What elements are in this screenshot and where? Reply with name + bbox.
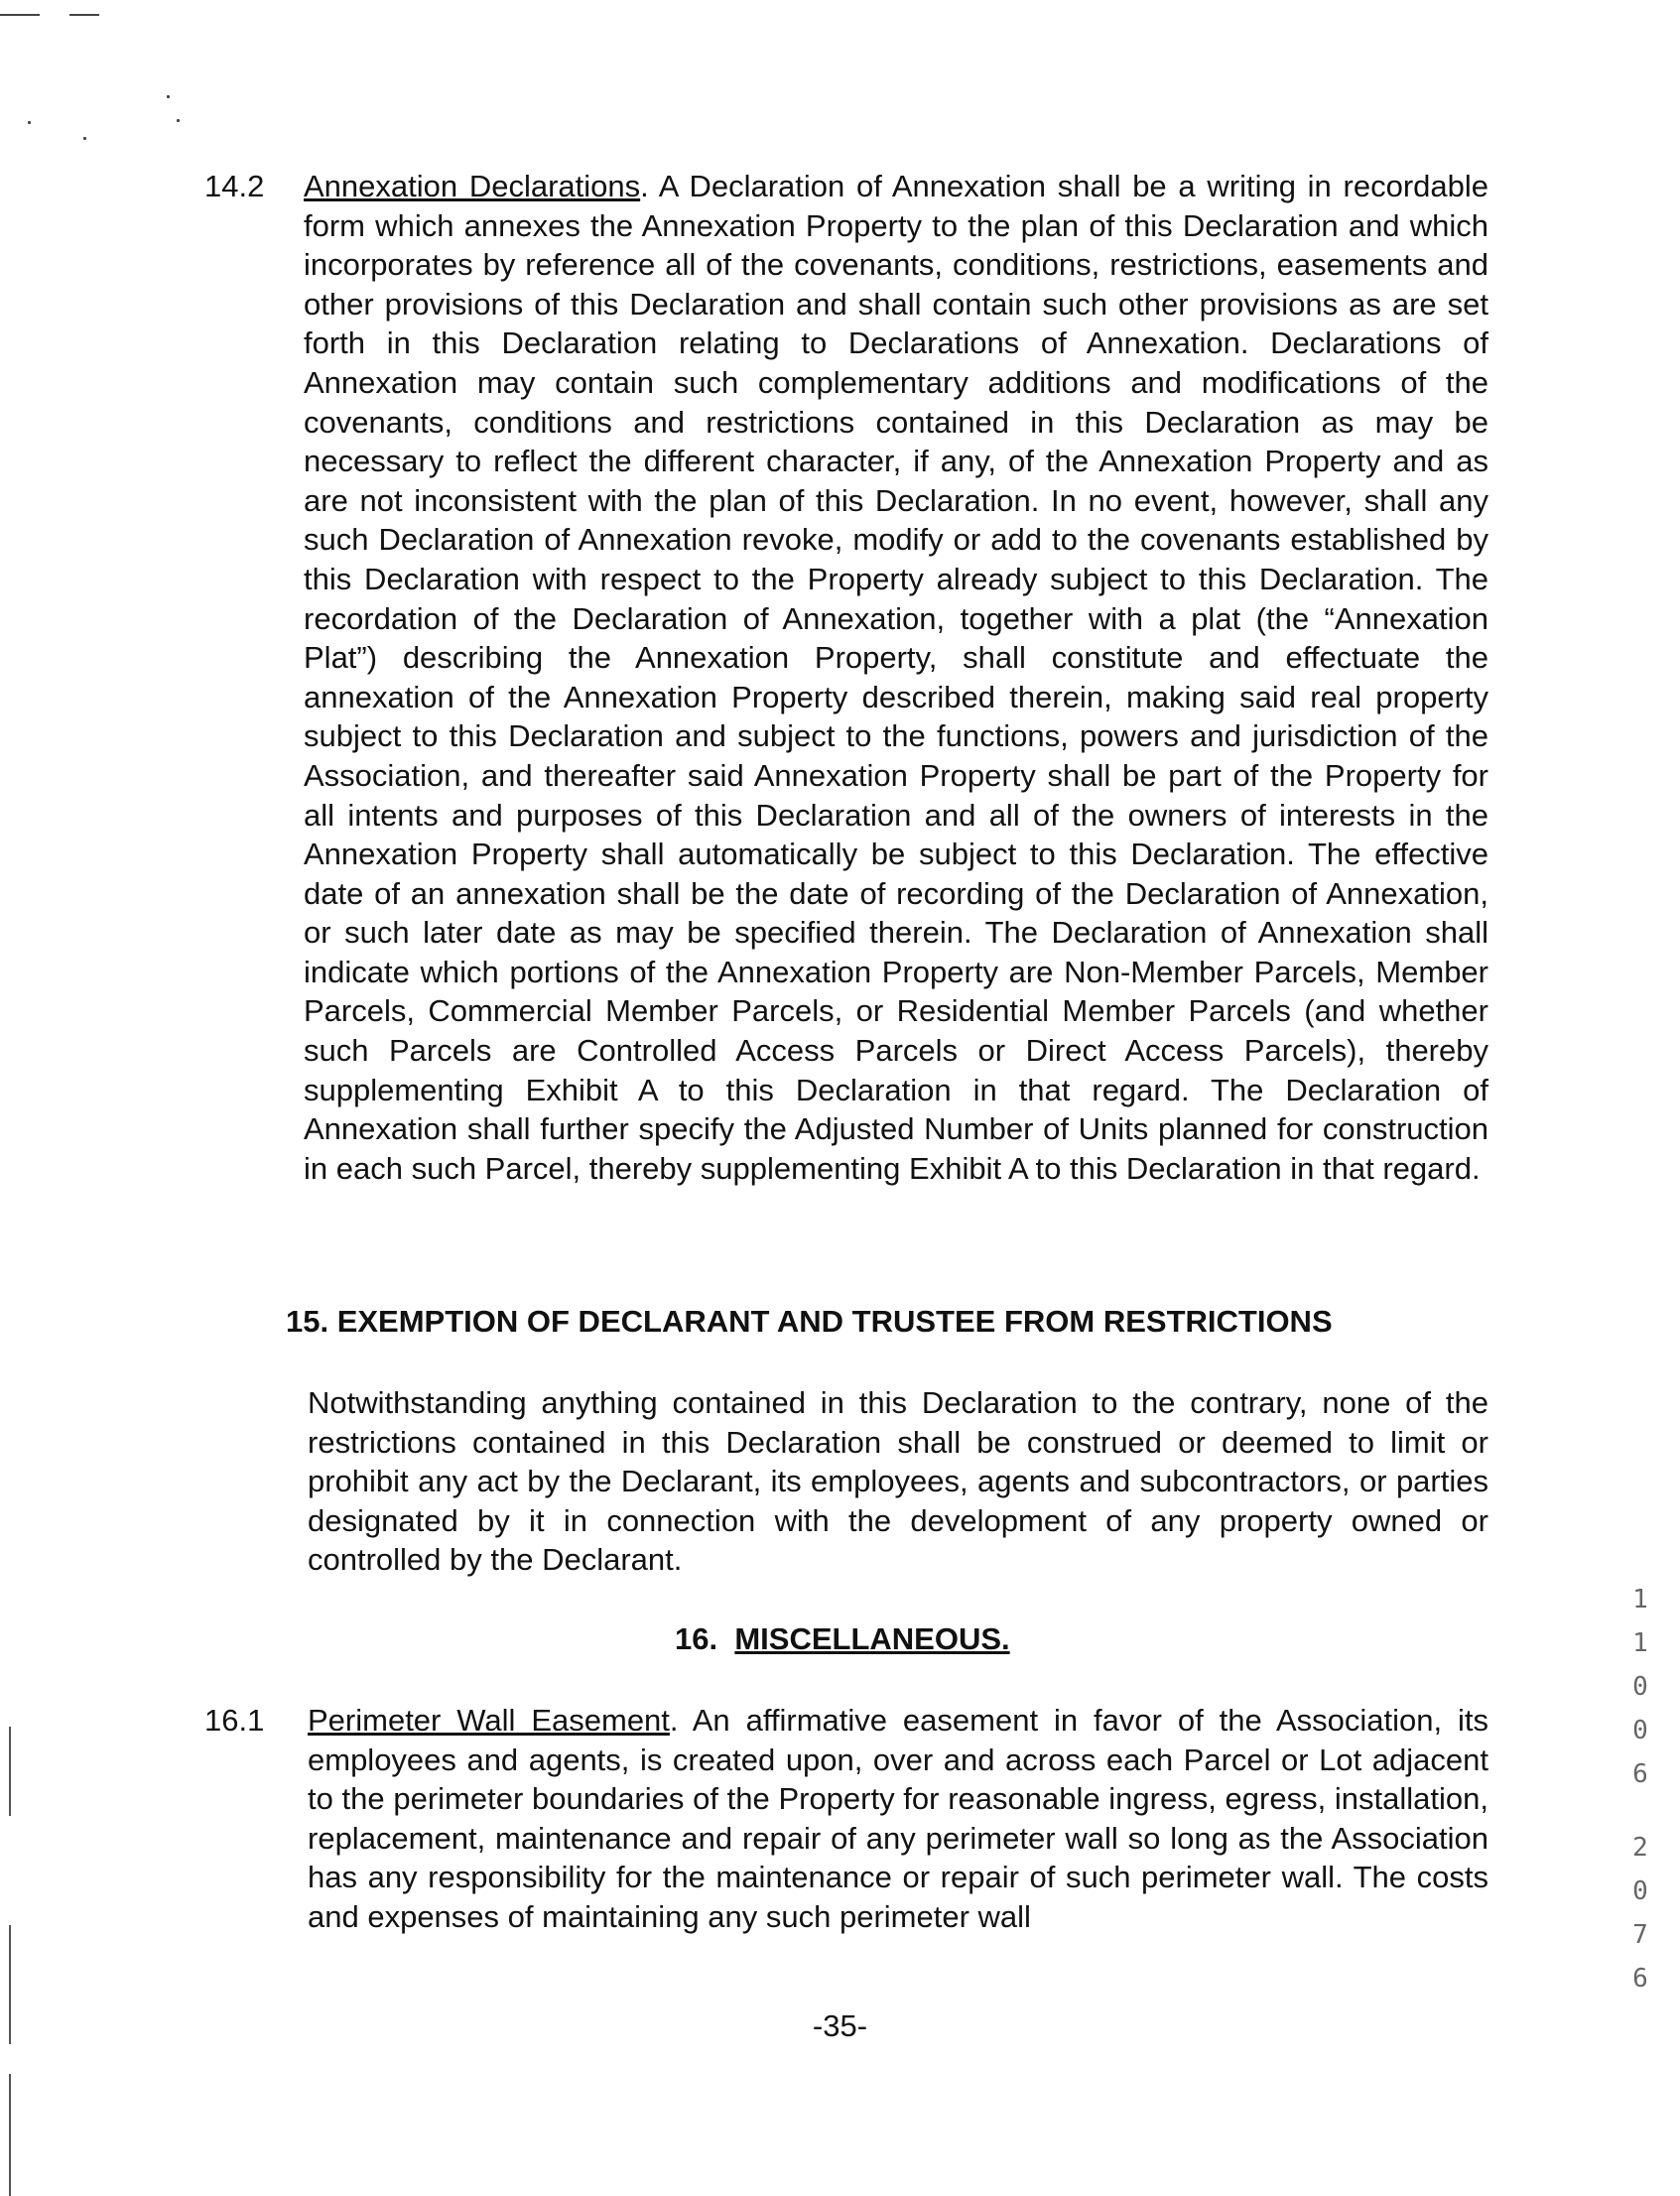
margin-line	[9, 1727, 11, 1816]
stamp-digit: 0	[1632, 1672, 1648, 1702]
section-number-16-1: 16.1	[204, 1703, 265, 1738]
section-16-1-body: . An affirmative easement in favor of the Association, its employees and agents, is created upon, over and across each Parcel or Lot adjacent to the perimeter boundaries of the Property for reasonable ingress, egress, installation, replacement, maintenance and repair of any perimeter wall so long as the Association has any responsibility for the maintenance or repair of such perimeter wall. The costs and expenses of maintaining any such perimeter wall	[308, 1703, 1489, 1934]
section-15-paragraph: Notwithstanding anything contained in this Declaration to the contrary, none of the restrictions contained in this Declaration shall be construed or deemed to limit or prohibit any act by the Declarant, its employees, agents and subcontractors, or parties designated by it in connection with the development of any property owned or controlled by the Declarant.	[308, 1385, 1488, 1578]
section-14-2-paragraph	[304, 167, 1488, 1188]
page-number: -35-	[812, 2008, 868, 2043]
section-15-heading: 15. EXEMPTION OF DECLARANT AND TRUSTEE FROM RESTRICTIONS	[286, 1304, 1333, 1339]
stamp-digit: 1	[1632, 1585, 1648, 1615]
scan-mark	[69, 14, 99, 16]
stamp-digit: 1	[1632, 1628, 1648, 1658]
section-16-1-paragraph	[308, 1701, 1488, 1937]
stamp-digit: 0	[1632, 1876, 1648, 1906]
section-16-1-title: Perimeter Wall Easement	[308, 1703, 670, 1738]
recording-number-stamp	[1627, 1578, 1653, 2001]
stamp-digit: 6	[1632, 1964, 1648, 1994]
scan-speck	[83, 137, 86, 140]
section-16-title: MISCELLANEOUS.	[734, 1621, 1010, 1656]
margin-line	[9, 2074, 11, 2196]
stamp-digit: 6	[1632, 1759, 1648, 1789]
section-14-2-body: . A Declaration of Annexation shall be a writing in recordable form which annexes the Annexation Property to the plan of this Declaration and which incorporates by reference all of the covenants, conditions, restrictions, easements and other provisions of this Declaration and shall contain such other provisions as are set forth in this Declaration relating to Declarations of Annexation. Declarations of Annexation may contain such complementary additions and modifications of the covenants, conditions and restrictions contained in this Declaration as may be necessary to reflect the different character, if any, of the Annexation Property and as are not inconsistent with the plan of this Declaration. In no event, however, shall any such Declaration of Annexation revoke, modify or add to the covenants established by this Declaration with respect to the Property already subject to this Declaration. The recordation of the Declaration of Annexation, together with a plat (the “Annexation Plat”) describing the Annexation Property, shall constitute and effectuate the annexation of the Annexation Property described therein, making said real property subject to this Declaration and subject to the functions, powers and jurisdiction of the Association, and thereafter said Annexation Property shall be part of the Property for all intents and purposes of this Declaration and all of the owners of interests in the Annexation Property shall automatically be subject to this Declaration. The effective date of an annexation shall be the date of recording of the Declaration of Annexation, or such later date as may be specified therein. The Declaration of Annexation shall indicate which portions of the Annexation Property are Non-Member Parcels, Member Parcels, Commercial Member Parcels, or Residential Member Parcels (and whether such Parcels are Controlled Access Parcels or Direct Access Parcels), thereby supplementing Exhibit A to this Declaration in that regard. The Declaration of Annexation shall further specify the Adjusted Number of Units planned for construction in each such Parcel, thereby supplementing Exhibit A to this Declaration in that regard.	[304, 169, 1488, 1186]
scan-speck	[28, 121, 31, 124]
scan-speck	[177, 119, 180, 122]
stamp-digit: 7	[1632, 1920, 1648, 1950]
scan-speck	[167, 95, 170, 98]
stamp-digit: 0	[1632, 1716, 1648, 1745]
stamp-digit: 2	[1632, 1833, 1648, 1863]
section-number-14-2: 14.2	[204, 169, 265, 203]
section-16-heading	[675, 1619, 1010, 1659]
section-16-number: 16.	[675, 1621, 718, 1656]
section-14-2-title: Annexation Declarations	[304, 169, 641, 203]
stamp-gap	[1627, 1796, 1653, 1826]
scan-mark	[0, 14, 40, 16]
